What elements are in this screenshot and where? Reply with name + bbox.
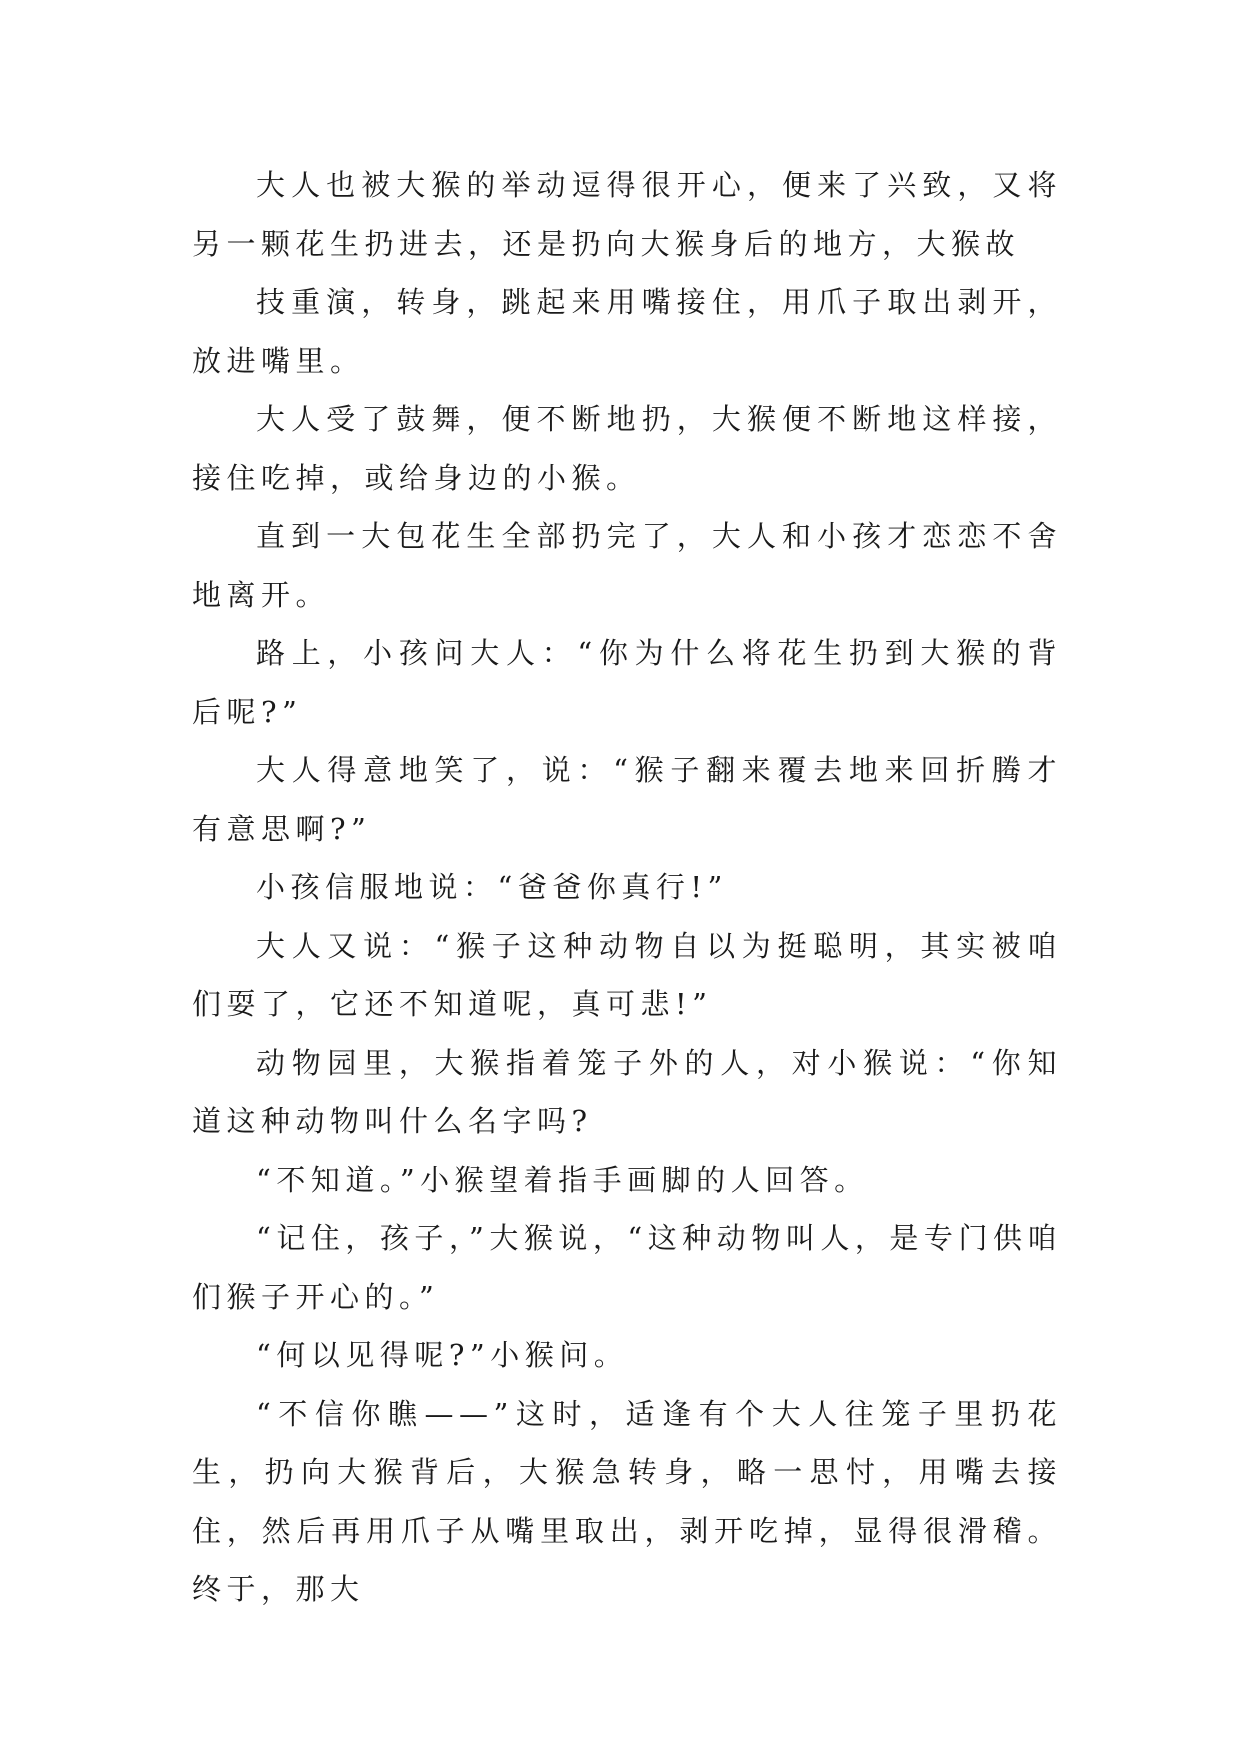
paragraph: 动物园里，大猴指着笼子外的人，对小猴说：“你知道这种动物叫什么名字吗? [192, 1045, 1062, 1138]
body-text [192, 156, 1062, 1619]
paragraph: 大人受了鼓舞，便不断地扔，大猴便不断地这样接，接住吃掉，或给身边的小猴。 [192, 402, 1062, 495]
paragraph: 路上，小孩问大人：“你为什么将花生扔到大猴的背后呢?” [192, 636, 1062, 729]
paragraph: 小孩信服地说：“爸爸你真行!” [256, 870, 728, 904]
paragraph: “何以见得呢?”小猴问。 [256, 1338, 629, 1372]
paragraph: 大人也被大猴的举动逗得很开心，便来了兴致，又将另一颗花生扔进去，还是扔向大猴身后的地方，大猴故 [192, 168, 1062, 261]
paragraph: 直到一大包花生全部扔完了，大人和小孩才恋恋不舍地离开。 [192, 519, 1062, 612]
paragraph: “不知道。”小猴望着指手画脚的人回答。 [256, 1162, 869, 1197]
paragraph: 大人又说：“猴子这种动物自以为挺聪明，其实被咱们耍了，它还不知道呢，真可悲!” [192, 928, 1062, 1021]
paragraph: “不信你瞧——”这时，适逢有个大人往笼子里扔花生，扔向大猴背后，大猴急转身，略一思忖，用嘴去接住，然后再用爪子从嘴里取出，剥开吃掉，显得很滑稽。终于，那大 [192, 1396, 1062, 1606]
paragraph: 大人得意地笑了，说：“猴子翻来覆去地来回折腾才有意思啊?” [192, 753, 1062, 846]
paragraph: “记住，孩子，”大猴说，“这种动物叫人，是专门供咱们猴子开心的。” [192, 1221, 1062, 1314]
paragraph: 技重演，转身，跳起来用嘴接住，用爪子取出剥开，放进嘴里。 [192, 285, 1062, 378]
